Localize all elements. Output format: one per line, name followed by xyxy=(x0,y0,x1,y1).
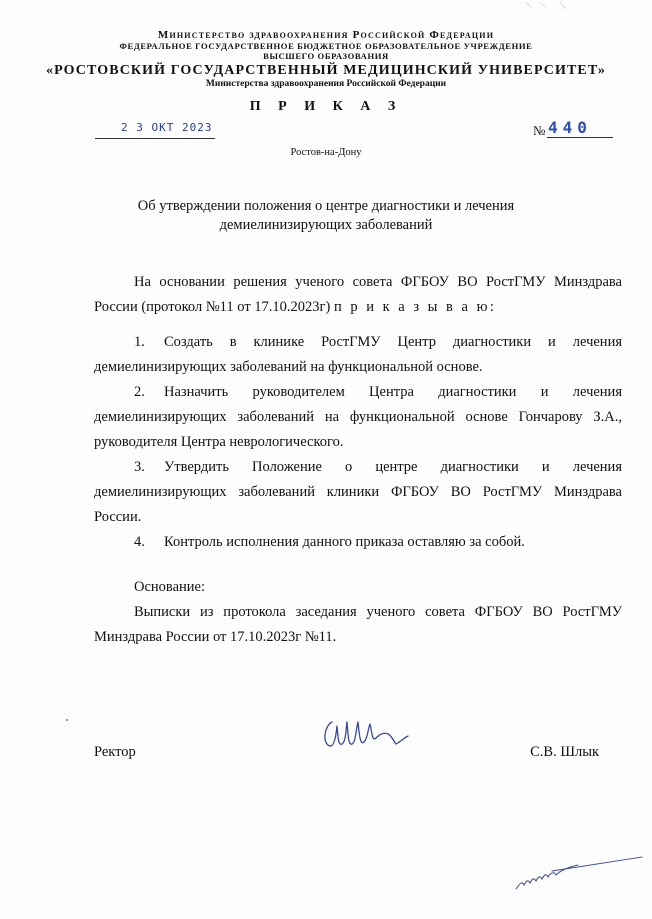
approval-visa-icon xyxy=(512,853,647,893)
rector-signature-icon xyxy=(318,716,413,756)
preamble xyxy=(94,270,622,320)
order-body xyxy=(94,270,622,650)
list-item-text: Контроль исполнения данного приказа оставляю за собой. xyxy=(164,534,525,550)
list-item-text: Назначить руководителем Центра диагностики и лечения демиелинизирующих заболеваний на функциональной основе Гончарову З.А., руководителя Центра неврологического. xyxy=(94,384,622,450)
list-item-text: Создать в клинике РостГМУ Центр диагностики и лечения демиелинизирующих заболеваний на функциональной основе. xyxy=(94,334,622,375)
order-title-line-2: демиелинизирующих заболеваний xyxy=(219,217,433,233)
letterhead xyxy=(0,29,652,90)
university-name: «РОСТОВСКИЙ ГОСУДАРСТВЕННЫЙ МЕДИЦИНСКИЙ УНИВЕРСИТЕТ» xyxy=(45,63,607,79)
list-item xyxy=(94,530,622,555)
spacer xyxy=(94,320,622,330)
order-title-line-1: Об утверждении положения о центре диагностики и лечения xyxy=(137,198,515,214)
order-date-field xyxy=(95,122,215,139)
institution-type: ФЕДЕРАЛЬНОЕ ГОСУДАРСТВЕННОЕ БЮДЖЕТНОЕ ОБРАЗОВАТЕЛЬНОЕ УЧРЕЖДЕНИЕ xyxy=(119,40,533,51)
list-item-number: 4. xyxy=(134,534,145,550)
list-item-number: 1. xyxy=(134,334,145,350)
order-title xyxy=(120,197,532,235)
basis-text: Выписки из протокола заседания ученого совета ФГБОУ ВО РостГМУ Минздрава России от 17.10.2023г №11. xyxy=(94,604,622,645)
list-item-number: 2. xyxy=(134,384,145,400)
signatory-role: Ректор xyxy=(94,744,136,760)
list-item xyxy=(94,380,622,455)
list-item-text: Утвердить Положение о центре диагностики и лечения демиелинизирующих заболеваний клиники ФГБОУ ВО РостГМУ Минздрава России. xyxy=(94,459,622,525)
list-item-number: 3. xyxy=(134,459,145,475)
basis-label: Основание: xyxy=(134,579,205,595)
list-item xyxy=(94,455,622,530)
spacer xyxy=(94,555,622,575)
order-number: 440 xyxy=(548,118,592,137)
preamble-order: п р и к а з ы в а ю: xyxy=(333,299,497,315)
document-type: П Р И К А З xyxy=(249,99,403,114)
scan-mark-icon xyxy=(520,0,580,12)
education-level: ВЫСШЕГО ОБРАЗОВАНИЯ xyxy=(263,50,389,61)
ministry-name: Министерство здравоохранения Российской Федерации xyxy=(157,29,495,41)
subordination: Министерства здравоохранения Российской Федерации xyxy=(205,79,447,90)
number-sign: № xyxy=(533,123,546,138)
number-underline xyxy=(547,137,613,138)
signatory-name: С.В. Шлык xyxy=(530,744,599,760)
order-date-stamp: 2 3 ОКТ 2023 xyxy=(121,121,213,134)
scan-dot xyxy=(66,719,68,721)
list-item xyxy=(94,330,622,380)
preamble-text: На основании решения ученого совета ФГБОУ ВО РостГМУ Минздрава России (протокол №11 от 17.10.2023г) xyxy=(94,274,622,315)
order-number-field xyxy=(533,120,613,138)
city: Ростов-на-Дону xyxy=(290,147,362,158)
